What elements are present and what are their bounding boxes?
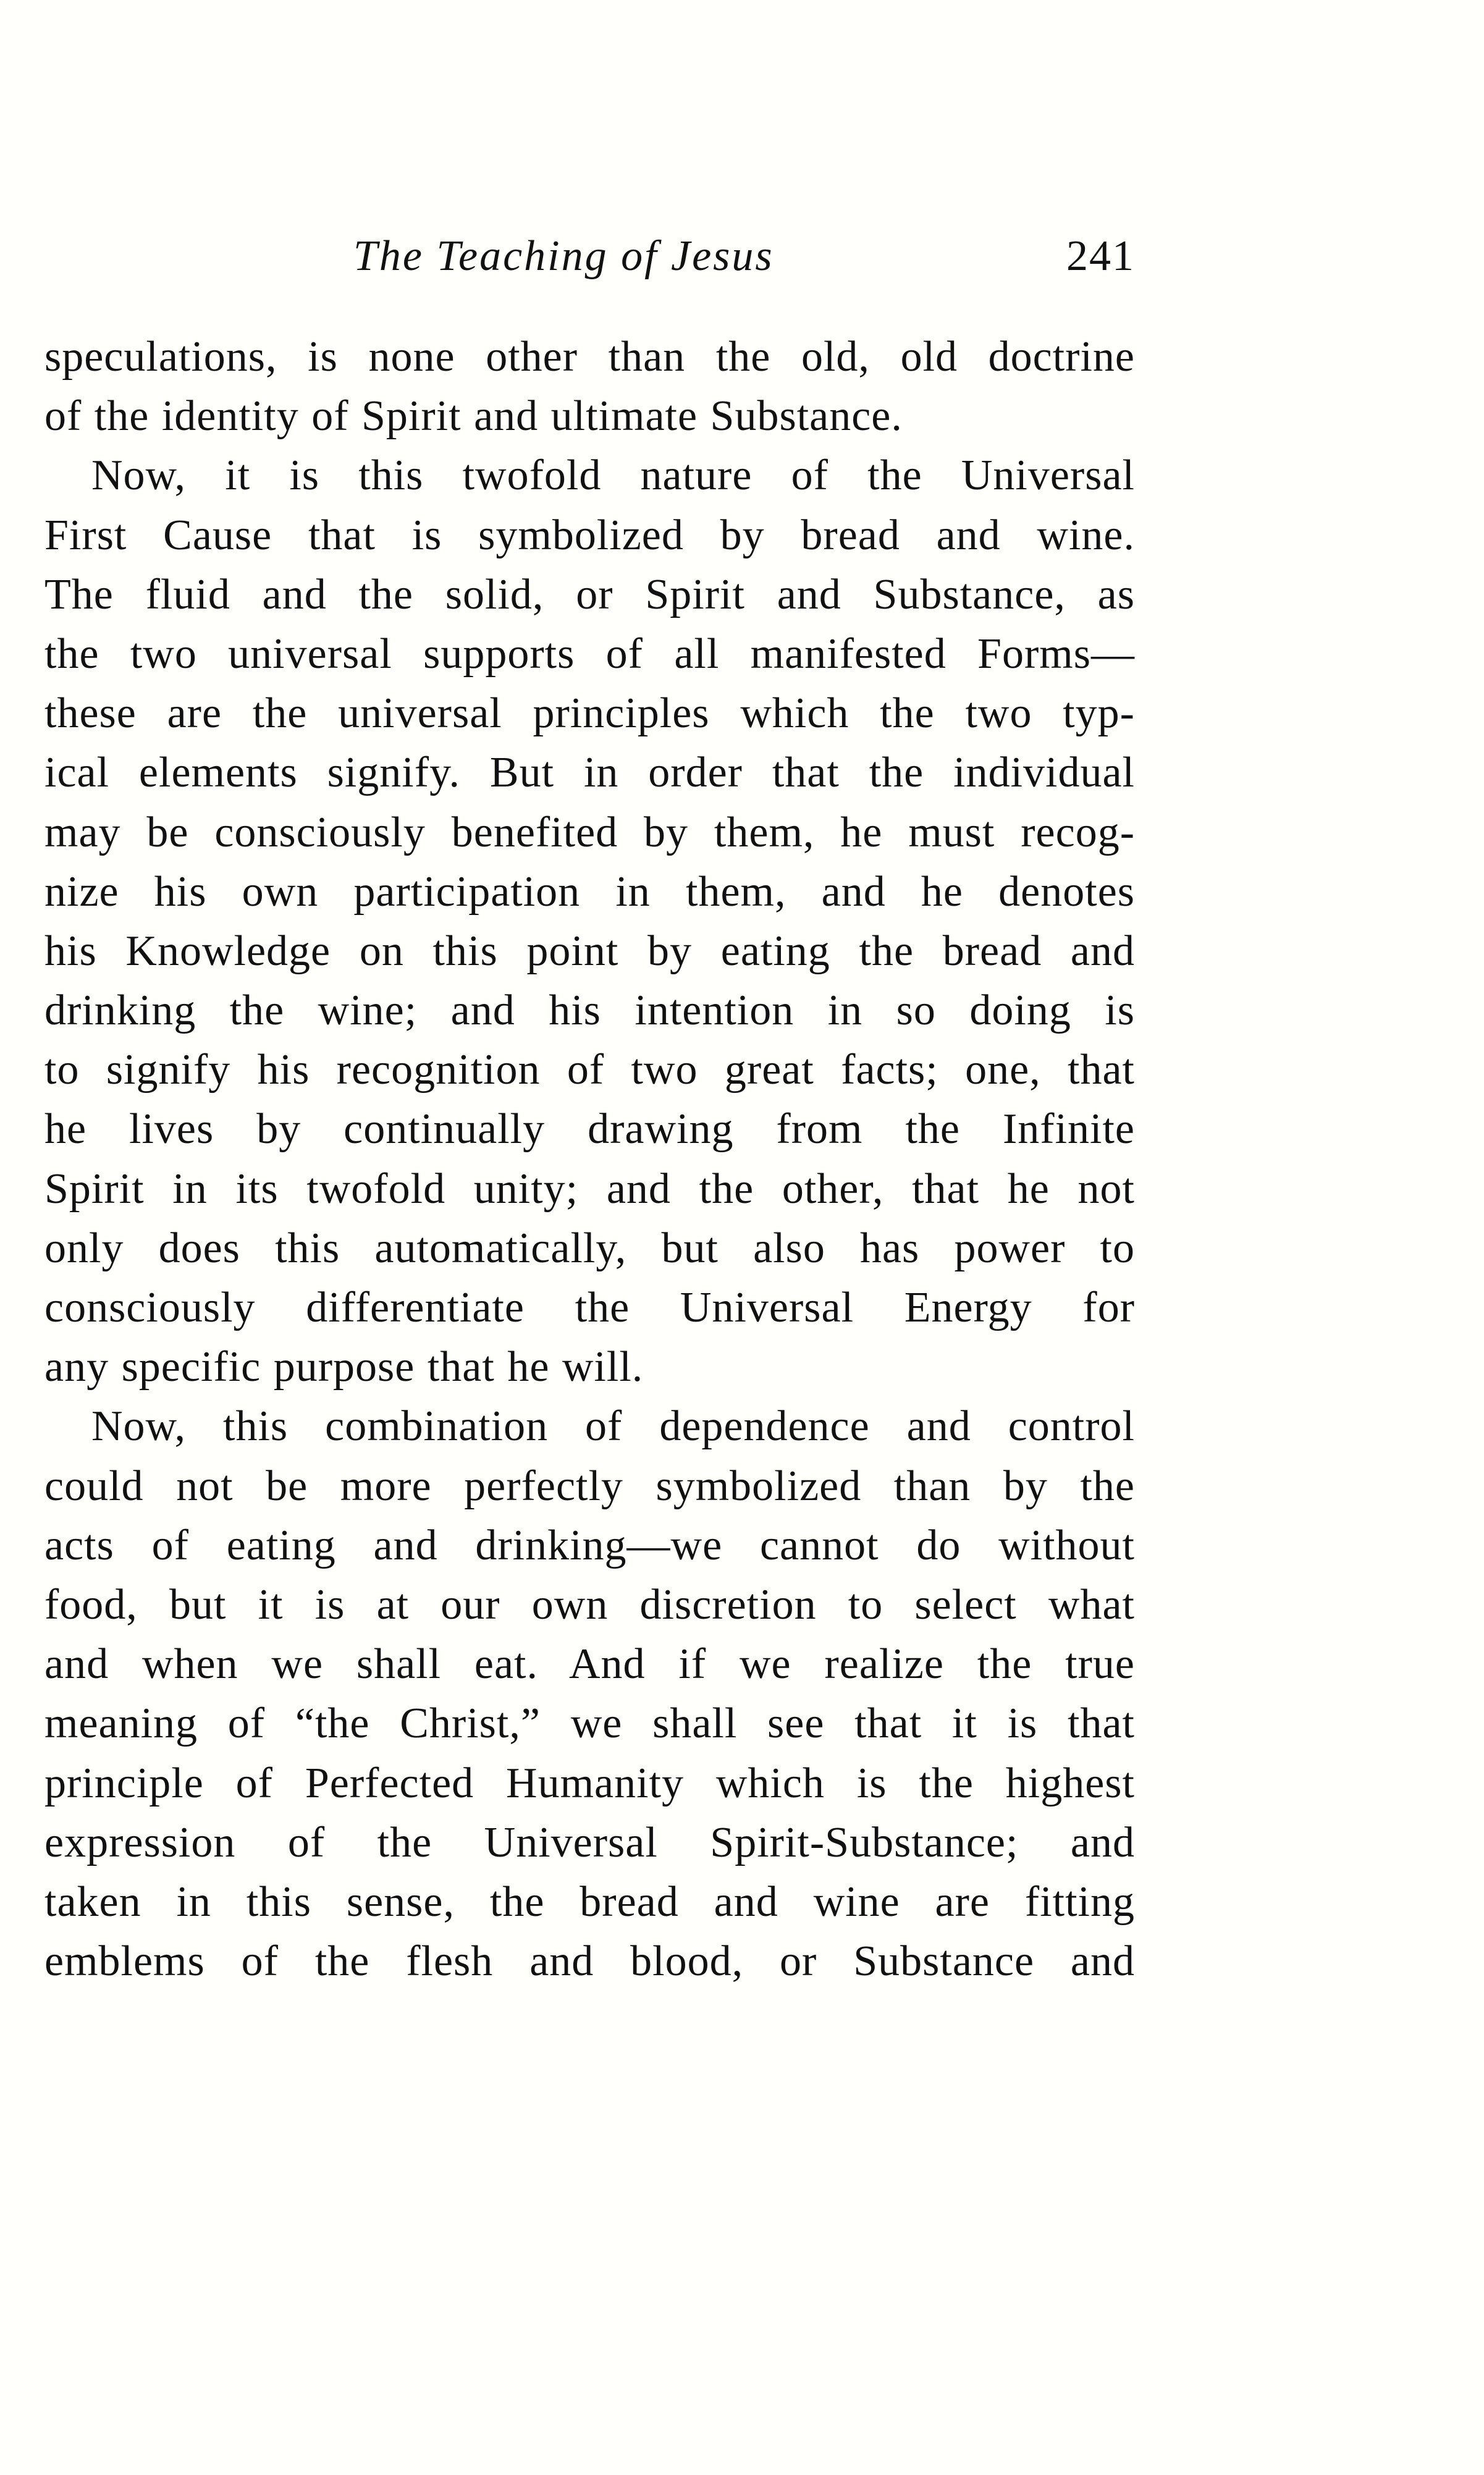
text-line: Now, this combination of dependence and control <box>91 1402 1135 1451</box>
text-line: consciously differentiate the Universal Energy for <box>44 1284 1135 1331</box>
page-number: 241 <box>1066 232 1135 280</box>
text-line: expression of the Universal Spirit-Substance; and <box>44 1818 1135 1866</box>
text-line: taken in this sense, the bread and wine are fitting <box>44 1878 1135 1926</box>
text-line: may be consciously benefited by them, he must recog- <box>44 808 1135 856</box>
text-line: to signify his recognition of two great facts; one, that <box>44 1046 1135 1094</box>
text-line: of the identity of Spirit and ultimate Substance. <box>44 392 903 441</box>
text-line: he lives by continually drawing from the Infinite <box>44 1105 1135 1153</box>
text-line: First Cause that is symbolized by bread and wine. <box>44 511 1135 559</box>
page-body-text <box>44 327 1135 1991</box>
text-line: could not be more perfectly symbolized than by the <box>44 1462 1135 1510</box>
text-line: the two universal supports of all manifested Forms— <box>44 630 1135 678</box>
text-line: speculations, is none other than the old, old doctrine <box>44 333 1135 381</box>
text-line: Spirit in its twofold unity; and the other, that he not <box>44 1165 1135 1213</box>
text-line: food, but it is at our own discretion to select what <box>44 1580 1135 1629</box>
text-line: emblems of the flesh and blood, or Substance and <box>44 1937 1135 1986</box>
text-line: these are the universal principles which the two typ- <box>44 689 1135 738</box>
text-line: and when we shall eat. And if we realize the true <box>44 1640 1135 1689</box>
text-line: ical elements signify. But in order that the individual <box>44 749 1135 797</box>
text-line: principle of Perfected Humanity which is the highest <box>44 1759 1135 1807</box>
text-line: Now, it is this twofold nature of the Universal <box>91 452 1135 500</box>
text-line: his Knowledge on this point by eating the bread and <box>44 927 1135 975</box>
running-header <box>44 232 1135 293</box>
text-line: any specific purpose that he will. <box>44 1343 644 1391</box>
text-line: drinking the wine; and his intention in so doing is <box>44 987 1135 1035</box>
text-line: only does this automatically, but also has power to <box>44 1224 1135 1272</box>
text-line: The fluid and the solid, or Spirit and Substance, as <box>44 570 1135 618</box>
text-line: acts of eating and drinking—we cannot do without <box>44 1521 1135 1569</box>
running-title: The Teaching of Jesus <box>353 232 774 280</box>
text-line: nize his own participation in them, and he denotes <box>44 867 1135 916</box>
text-line: meaning of “the Christ,” we shall see that it is that <box>44 1700 1135 1748</box>
